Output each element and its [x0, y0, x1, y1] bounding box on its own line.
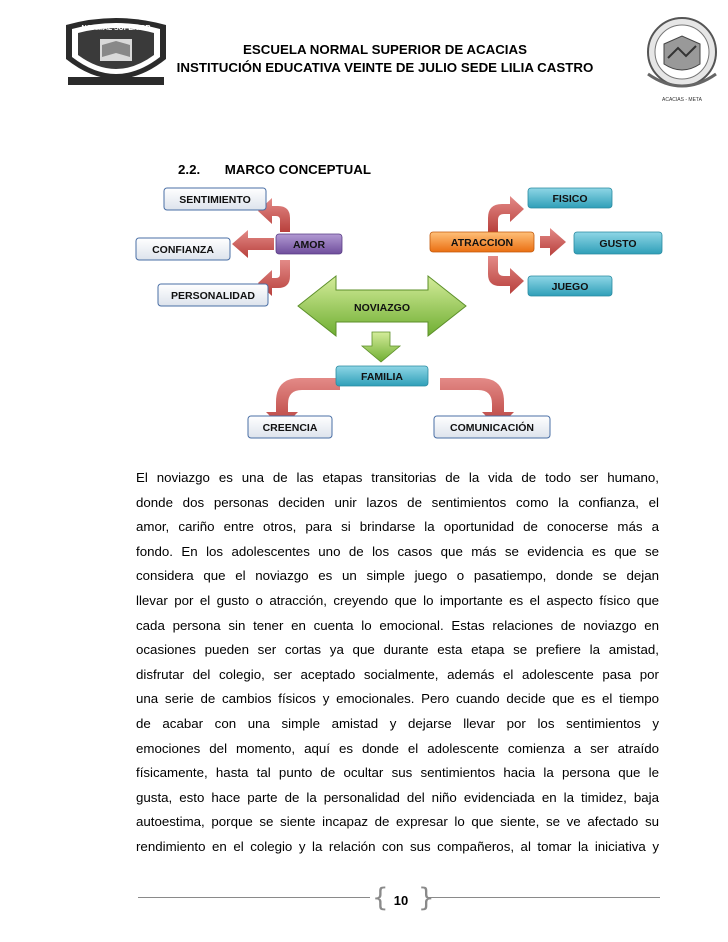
atraccion-label: ATRACCION [450, 237, 514, 249]
body-line: físicamente, hasta tal punto de ocultar sus sentimientos hacia la persona que le [136, 765, 659, 781]
amor-label: AMOR [292, 239, 326, 251]
logo-right-text: ACACIAS - META [662, 97, 702, 103]
arrow-amor-confianza [232, 230, 274, 258]
logo-left-text: NORMAL SUPERIOR [81, 25, 151, 32]
body-line: llevar por el gusto o atracción, creyendo que lo importante es el aspecto físico que [136, 592, 659, 608]
section-number: 2.2. [178, 162, 201, 177]
body-line: gusta, esto hace parte de la personalidad del niño evidenciada en la timidez, baja [136, 789, 659, 805]
body-line: cada persona sin tener en cuenta lo emocional. Estas relaciones de noviazgo en [136, 617, 659, 633]
body-line: autoestima, porque se siente incapaz de expresar lo que siente, se ve afectado su [136, 814, 659, 830]
footer-bracket-right: } [418, 883, 435, 913]
body-line: fondo. En los adolescentes uno de los casos que más se evidencia es que se [136, 543, 659, 559]
section-heading [178, 162, 371, 177]
personalidad-label: PERSONALIDAD [170, 290, 256, 302]
fisico-label: FISICO [552, 193, 588, 205]
body-line: rendimiento en el colegio y la relación con sus compañeros, al tomar la iniciativa y [136, 838, 659, 854]
arrow-noviazgo-familia [362, 332, 400, 362]
body-line: de acabar con una simple amistad y dejarse llevar por los sentimientos y [136, 715, 659, 731]
body-line: una serie de cambios físicos y emocionales. Pero cuando decide que es el tiempo [136, 691, 659, 707]
gusto-label: GUSTO [599, 238, 637, 250]
arrow-atraccion-juego [488, 256, 524, 294]
noviazgo-label: NOVIAZGO [353, 302, 411, 314]
institution-name: INSTITUCIÓN EDUCATIVA VEINTE DE JULIO SEDE LILIA CASTRO [176, 60, 594, 75]
body-paragraph [136, 466, 659, 860]
body-line: considera que el noviazgo es un simple juego o pasatiempo, donde se dejan [136, 568, 659, 584]
body-line: ocasiones pueden ser cortas ya que durante esta etapa se prefiere la amistad, [136, 642, 659, 658]
creencia-label: CREENCIA [262, 422, 318, 434]
concept-map-diagram [130, 180, 670, 450]
familia-label: FAMILIA [361, 371, 403, 383]
footer-rule-right [428, 897, 660, 898]
arrow-atraccion-gusto [540, 228, 566, 256]
page-footer [138, 885, 658, 925]
footer-rule-left [138, 897, 370, 898]
body-line: El noviazgo es una de las etapas transitorias de la vida de todo ser humano, [136, 470, 659, 485]
confianza-label: CONFIANZA [152, 244, 214, 256]
body-line: emociones del momento, aquí es donde el adolescente comienza a ser atraído [136, 740, 659, 756]
body-line: disfrutar del colegio, ser aceptado socialmente, además el adolescente pasa por [136, 666, 659, 682]
school-logo-right [642, 14, 722, 104]
footer-bracket-left: { [372, 883, 389, 913]
body-line: amor, cariño entre otros, para si brindarse la oportunidad de conocerse más a [136, 519, 659, 535]
arrow-atraccion-fisico [488, 196, 524, 232]
page-number: 10 [393, 893, 409, 908]
sentimiento-label: SENTIMIENTO [179, 194, 251, 206]
school-name: ESCUELA NORMAL SUPERIOR DE ACACIAS [243, 42, 527, 57]
section-title: MARCO CONCEPTUAL [224, 162, 371, 177]
comunicacion-label: COMUNICACIÓN [450, 422, 534, 434]
body-line: donde dos personas deciden unir lazos de sentimientos como la confianza, el [136, 494, 659, 510]
juego-label: JUEGO [551, 281, 589, 293]
